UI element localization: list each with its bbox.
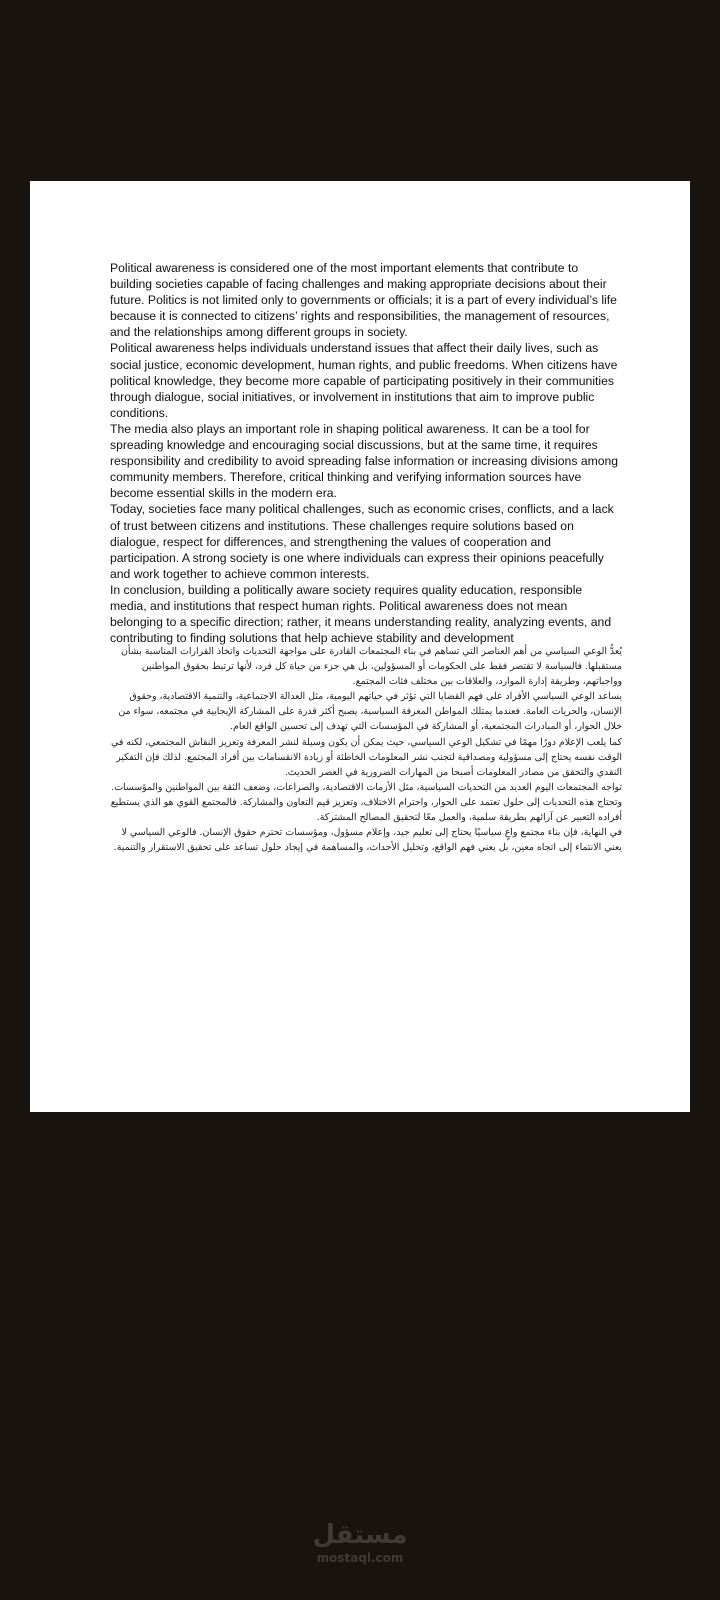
arabic-paragraph: في النهاية، فإن بناء مجتمع واعٍ سياسيًا يحتاج إلى تعليم جيد، وإعلام مسؤول، ومؤسسات تحترم حقوق الإنسان. فالوعي السياسي لا يعني الانتماء إلى اتجاه معين، بل يعني فهم الواقع، وتحليل الأحداث، والمساهمة في إيجاد حلول تساعد على تحقيق الاستقرار والتنمية. <box>113 827 622 854</box>
english-paragraph: Political awareness helps individuals understand issues that affect their daily lives, such as social justice, economic development, human rights, and public freedoms. When citizens have political knowledge, they become more capable of participating positively in their communities through dialogue, social initiatives, or involvement in institutions that aim to improve public conditions. <box>110 341 618 420</box>
english-text-block <box>110 260 622 646</box>
english-paragraph: Political awareness is considered one of the most important elements that contribute to building societies capable of facing challenges and making appropriate decisions about their future. Politics is not limited only to governments or officials; it is a part of every individual’s life because it is connected to citizens’ rights and responsibilities, the management of resources, and the relationships among different groups in society. <box>110 261 617 340</box>
arabic-paragraph: يساعد الوعي السياسي الأفراد على فهم القضايا التي تؤثر في حياتهم اليومية، مثل العدالة الاجتماعية، والتنمية الاقتصادية، وحقوق الإنسان، والحريات العامة. فعندما يمتلك المواطن المعرفة السياسية، يصبح أكثر قدرة على المشاركة الإيجابية في مجتمعه، سواء من خلال الحوار، أو المبادرات المجتمعية، أو المشاركة في المؤسسات التي تهدف إلى تحسين الواقع العام. <box>118 691 622 733</box>
english-paragraph: Today, societies face many political challenges, such as economic crises, conflicts, and a lack of trust between citizens and institutions. These challenges require solutions based on dialogue, respect for differences, and strengthening the values of cooperation and participation. A strong society is one where individuals can express their opinions peacefully and work together to achieve common interests. <box>110 502 614 581</box>
mostaql-watermark <box>0 1520 720 1565</box>
mostaql-url: mostaql.com <box>316 1551 404 1565</box>
mostaql-logo: مستقل <box>312 1520 408 1550</box>
arabic-paragraph: تواجه المجتمعات اليوم العديد من التحديات السياسية، مثل الأزمات الاقتصادية، والصراعات، وضعف الثقة بين المواطنين والمؤسسات. وتحتاج هذه التحديات إلى حلول تعتمد على الحوار، واحترام الاختلاف، وتعزيز قيم التعاون والمشاركة. فالمجتمع القوي هو الذي يستطيع أفراده التعبير عن آرائهم بطريقة سلمية، والعمل معًا لتحقيق المصالح المشتركة. <box>110 781 622 824</box>
arabic-text-block <box>110 644 622 855</box>
english-paragraph: The media also plays an important role in shaping political awareness. It can be a tool for spreading knowledge and encouraging social discussions, but at the same time, it requires responsibility and credibility to avoid spreading false information or increasing divisions among community members. Therefore, critical thinking and verifying information sources have become essential skills in the modern era. <box>110 421 619 501</box>
english-paragraph: In conclusion, building a politically aware society requires quality education, responsible media, and institutions that respect human rights. Political awareness does not mean belonging to a specific direction; rather, it means understanding reality, analyzing events, and contributing to finding solutions that help achieve stability and development <box>110 582 612 646</box>
document-page <box>30 181 690 1112</box>
arabic-paragraph: يُعدُّ الوعي السياسي من أهم العناصر التي تساهم في بناء المجتمعات القادرة على مواجهة التحديات واتخاذ القرارات المناسبة بشأن مستقبلها. فالسياسة لا تقتصر فقط على الحكومات أو المسؤولين، بل هي جزء من حياة كل فرد، لأنها ترتبط بحقوق المواطنين وواجباتهم، وطريقة إدارة الموارد، والعلاقات بين مختلف فئات المجتمع. <box>121 646 622 688</box>
arabic-paragraph: كما يلعب الإعلام دورًا مهمًا في تشكيل الوعي السياسي، حيث يمكن أن يكون وسيلة لنشر المعرفة وتعزيز النقاش المجتمعي، لكنه في الوقت نفسه يحتاج إلى مسؤولية ومصداقية لتجنب نشر المعلومات الخاطئة أو زيادة الانقسامات بين أفراد المجتمع. لذلك فإن التفكير النقدي والتحقق من مصادر المعلومات أصبحا من المهارات الضرورية في العصر الحديث. <box>111 736 622 778</box>
